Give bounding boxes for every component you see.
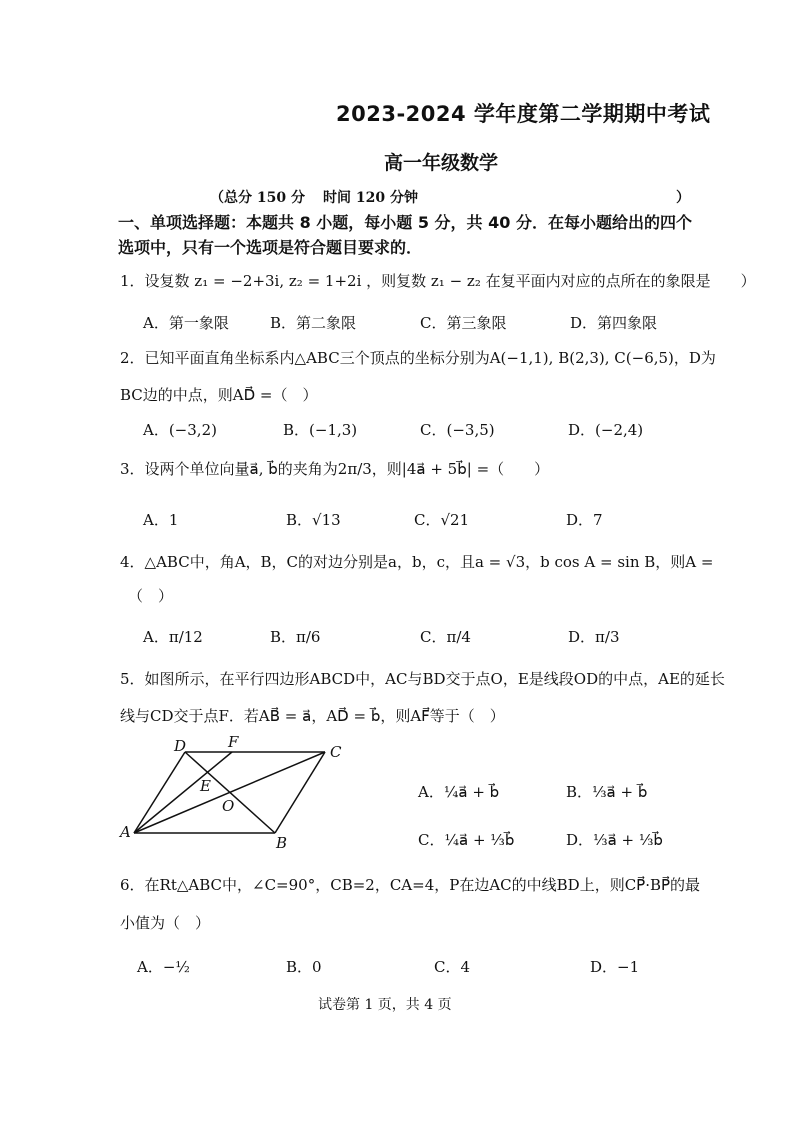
label-c: C bbox=[330, 743, 342, 761]
question-3-option-d: D．7 bbox=[566, 511, 603, 529]
question-2-line2: BC边的中点，则AD⃗ =（ ） bbox=[120, 386, 318, 404]
question-3-option-a: A．1 bbox=[143, 511, 179, 529]
question-1-option-c: C．第三象限 bbox=[420, 314, 507, 332]
question-4-line2: （ ） bbox=[128, 587, 174, 605]
question-1-option-a: A．第一象限 bbox=[143, 314, 229, 332]
question-3-option-b: B．√13 bbox=[286, 511, 341, 529]
score-info: （总分 150 分 bbox=[210, 190, 305, 206]
section-heading-line2: 选项中，只有一个选项是符合题目要求的． bbox=[118, 238, 423, 257]
label-o: O bbox=[222, 797, 235, 815]
question-5-option-d: D．⅓a⃗ + ⅓b⃗ bbox=[566, 831, 663, 849]
question-3-text: 3．设两个单位向量a⃗, b⃗的夹角为2π/3，则|4a⃗ + 5b⃗| =（ ） bbox=[120, 460, 550, 478]
question-6-option-b: B．0 bbox=[286, 958, 322, 976]
segment-af bbox=[134, 752, 235, 833]
parallelogram-figure bbox=[110, 735, 370, 855]
question-3-option-c: C．√21 bbox=[414, 511, 470, 529]
exam-title: 2023-2024 学年度第二学期期中考试 bbox=[336, 102, 711, 126]
question-5-line2: 线与CD交于点F．若AB⃗ = a⃗，AD⃗ = b⃗，则AF⃗等于（ ） bbox=[120, 707, 505, 725]
question-6-option-c: C．4 bbox=[434, 958, 471, 976]
exam-subtitle: 高一年级数学 bbox=[384, 152, 499, 174]
page-footer: 试卷第 1 页，共 4 页 bbox=[318, 997, 452, 1013]
label-f: F bbox=[228, 735, 239, 751]
question-2-line1: 2．已知平面直角坐标系内△ABC三个顶点的坐标分别为A(−1,1), B(2,3), C(−6,5)，D为 bbox=[120, 349, 716, 367]
question-1-option-b: B．第二象限 bbox=[270, 314, 357, 332]
question-6-option-a: A．−½ bbox=[137, 958, 190, 976]
close-paren: ） bbox=[676, 190, 690, 206]
question-2-option-d: D．(−2,4) bbox=[568, 421, 644, 439]
question-5-line1: 5．如图所示，在平行四边形ABCD中，AC与BD交于点O，E是线段OD的中点，AE的延长 bbox=[120, 670, 725, 688]
label-e: E bbox=[200, 777, 211, 795]
label-a: A bbox=[120, 823, 131, 841]
question-6-line1: 6．在Rt△ABC中，∠C=90°，CB=2，CA=4，P在边AC的中线BD上，则CP⃗·BP⃗的最 bbox=[120, 876, 701, 894]
edge-bc bbox=[275, 752, 325, 833]
question-6-option-d: D．−1 bbox=[590, 958, 640, 976]
time-info: 时间 120 分钟 bbox=[323, 190, 418, 206]
edge-da bbox=[134, 752, 185, 833]
question-1-text: 1．设复数 z₁ = −2+3i, z₂ = 1+2i ，则复数 z₁ − z₂ 在复平面内对应的点所在的象限是 ） bbox=[120, 272, 756, 290]
question-6-line2: 小值为（ ） bbox=[120, 914, 211, 932]
label-d: D bbox=[174, 737, 187, 755]
question-2-option-a: A．(−3,2) bbox=[143, 421, 217, 439]
question-4-option-b: B．π/6 bbox=[270, 628, 321, 646]
question-2-option-c: C．(−3,5) bbox=[420, 421, 495, 439]
question-2-option-b: B．(−1,3) bbox=[283, 421, 358, 439]
label-b: B bbox=[276, 834, 288, 852]
question-1-option-d: D．第四象限 bbox=[570, 314, 658, 332]
section-heading-line1: 一、单项选择题：本题共 8 小题，每小题 5 分，共 40 分．在每小题给出的四个 bbox=[118, 213, 692, 232]
question-4-option-c: C．π/4 bbox=[420, 628, 471, 646]
question-4-option-d: D．π/3 bbox=[568, 628, 620, 646]
question-4-option-a: A．π/12 bbox=[143, 628, 203, 646]
question-4-line1: 4．△ABC中，角A，B，C的对边分别是a，b，c，且a = √3，b cos A = sin B，则A = bbox=[120, 553, 714, 571]
diagonal-bd bbox=[185, 752, 275, 833]
question-5-option-c: C．¼a⃗ + ⅓b⃗ bbox=[418, 831, 515, 849]
question-5-option-a: A．¼a⃗ + b⃗ bbox=[418, 783, 500, 801]
question-5-option-b: B．⅓a⃗ + b⃗ bbox=[566, 783, 648, 801]
